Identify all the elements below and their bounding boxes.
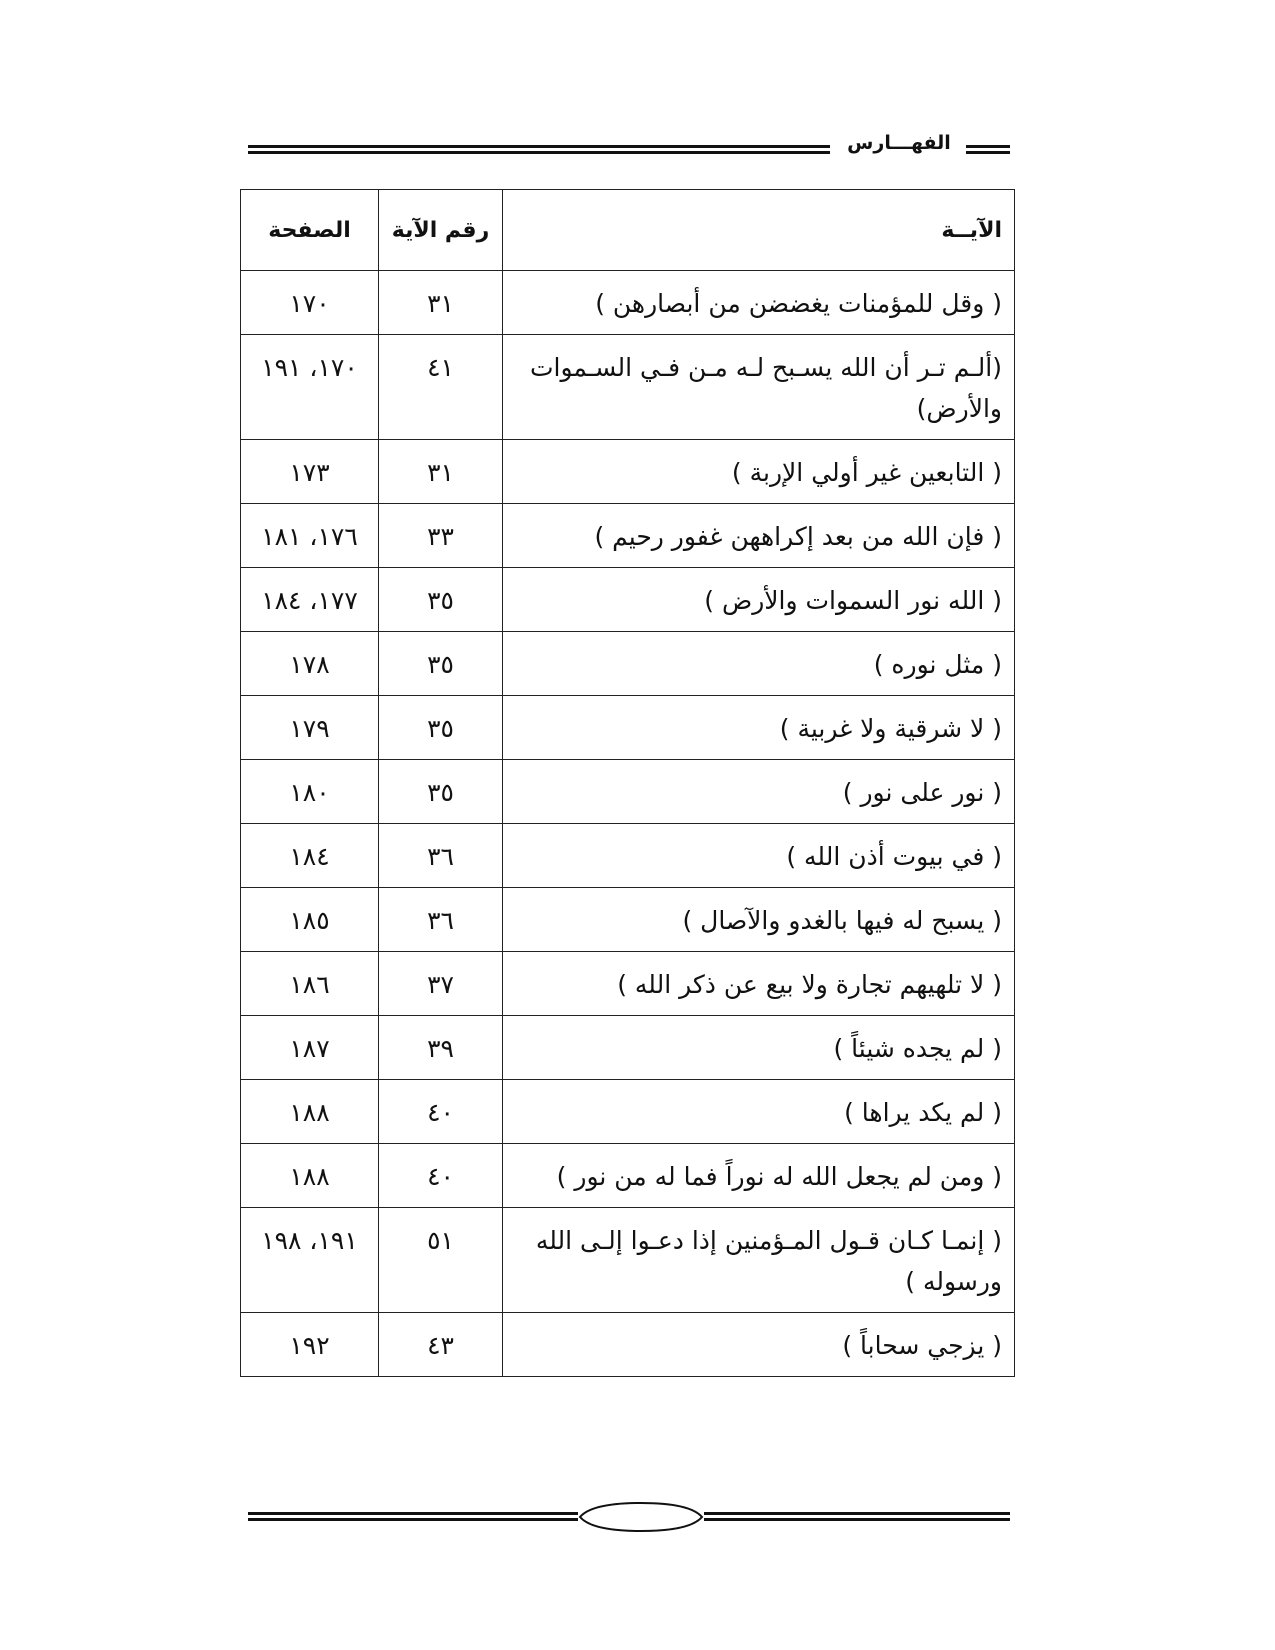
table-header-row xyxy=(241,190,1015,271)
table-row xyxy=(241,824,1015,888)
header-verse: الآيــة xyxy=(503,190,1015,271)
running-header xyxy=(248,128,1010,168)
verse-number-cell: ٣١ xyxy=(379,440,503,504)
verse-cell: (ألـم تـر أن الله يسـبح لـه مـن فـي السـموات والأرض) xyxy=(503,335,1015,440)
verse-cell: ( يسبح له فيها بالغدو والآصال ) xyxy=(503,888,1015,952)
verse-index-table xyxy=(240,189,1015,1377)
table-row xyxy=(241,632,1015,696)
verse-number-cell: ٤٠ xyxy=(379,1144,503,1208)
table-row xyxy=(241,760,1015,824)
verse-number-cell: ٣٦ xyxy=(379,888,503,952)
table-row xyxy=(241,1313,1015,1377)
header-rule-left xyxy=(248,145,830,154)
verse-cell: ( يزجي سحاباً ) xyxy=(503,1313,1015,1377)
verse-number-cell: ٣٥ xyxy=(379,568,503,632)
page-cell: ١٧٩ xyxy=(241,696,379,760)
page-cell: ١٧٠ xyxy=(241,271,379,335)
table-row xyxy=(241,568,1015,632)
header-title: الفهـــارس xyxy=(847,132,951,154)
verse-cell: ( التابعين غير أولي الإربة ) xyxy=(503,440,1015,504)
page-cell: ١٧٨ xyxy=(241,632,379,696)
table-row xyxy=(241,335,1015,440)
verse-number-cell: ٣٥ xyxy=(379,760,503,824)
verse-number-cell: ٣٣ xyxy=(379,504,503,568)
verse-cell: ( إنمـا كـان قـول المـؤمنين إذا دعـوا إلـى الله ورسوله ) xyxy=(503,1208,1015,1313)
table-row xyxy=(241,1016,1015,1080)
verse-number-cell: ٣٦ xyxy=(379,824,503,888)
verse-cell: ( فإن الله من بعد إكراههن غفور رحيم ) xyxy=(503,504,1015,568)
verse-cell: ( لم يجده شيئاً ) xyxy=(503,1016,1015,1080)
verse-cell: ( لم يكد يراها ) xyxy=(503,1080,1015,1144)
verse-cell: ( لا تلهيهم تجارة ولا بيع عن ذكر الله ) xyxy=(503,952,1015,1016)
page-cell: ١٧٦، ١٨١ xyxy=(241,504,379,568)
table-row xyxy=(241,888,1015,952)
header-rule-right xyxy=(966,145,1010,154)
page-cell: ١٨٨ xyxy=(241,1080,379,1144)
page-cell: ١٧٧، ١٨٤ xyxy=(241,568,379,632)
verse-cell: ( ومن لم يجعل الله له نوراً فما له من نور ) xyxy=(503,1144,1015,1208)
verse-number-cell: ٣٥ xyxy=(379,696,503,760)
table-row xyxy=(241,1144,1015,1208)
table-row xyxy=(241,1080,1015,1144)
table-row xyxy=(241,504,1015,568)
verse-number-cell: ٣٥ xyxy=(379,632,503,696)
table-row xyxy=(241,271,1015,335)
verse-cell: ( وقل للمؤمنات يغضضن من أبصارهن ) xyxy=(503,271,1015,335)
page-cell: ١٨٥ xyxy=(241,888,379,952)
verse-cell: ( في بيوت أذن الله ) xyxy=(503,824,1015,888)
verse-cell: ( نور على نور ) xyxy=(503,760,1015,824)
page-cell: ١٨٦ xyxy=(241,952,379,1016)
footer-rule-left xyxy=(248,1512,578,1521)
verse-number-cell: ٤١ xyxy=(379,335,503,440)
page-cell: ١٨٤ xyxy=(241,824,379,888)
verse-number-cell: ٣٧ xyxy=(379,952,503,1016)
verse-number-cell: ٣٩ xyxy=(379,1016,503,1080)
page-cell: ١٩١، ١٩٨ xyxy=(241,1208,379,1313)
table-row xyxy=(241,696,1015,760)
page-cell: ١٩٢ xyxy=(241,1313,379,1377)
verse-cell: ( مثل نوره ) xyxy=(503,632,1015,696)
verse-cell: ( الله نور السموات والأرض ) xyxy=(503,568,1015,632)
verse-number-cell: ٤٣ xyxy=(379,1313,503,1377)
table-row xyxy=(241,952,1015,1016)
table-body xyxy=(241,271,1015,1377)
page-cell: ١٨٨ xyxy=(241,1144,379,1208)
page-cell: ١٨٠ xyxy=(241,760,379,824)
footer-rule-right xyxy=(704,1512,1010,1521)
page-cell: ١٧٠، ١٩١ xyxy=(241,335,379,440)
page-number-oval xyxy=(578,1502,704,1532)
verse-number-cell: ٤٠ xyxy=(379,1080,503,1144)
page-footer xyxy=(248,1502,1010,1532)
header-verse-number: رقم الآية xyxy=(379,190,503,271)
verse-number-cell: ٥١ xyxy=(379,1208,503,1313)
table-row xyxy=(241,440,1015,504)
table-row xyxy=(241,1208,1015,1313)
page-cell: ١٧٣ xyxy=(241,440,379,504)
page-cell: ١٨٧ xyxy=(241,1016,379,1080)
verse-cell: ( لا شرقية ولا غربية ) xyxy=(503,696,1015,760)
header-page: الصفحة xyxy=(241,190,379,271)
verse-number-cell: ٣١ xyxy=(379,271,503,335)
